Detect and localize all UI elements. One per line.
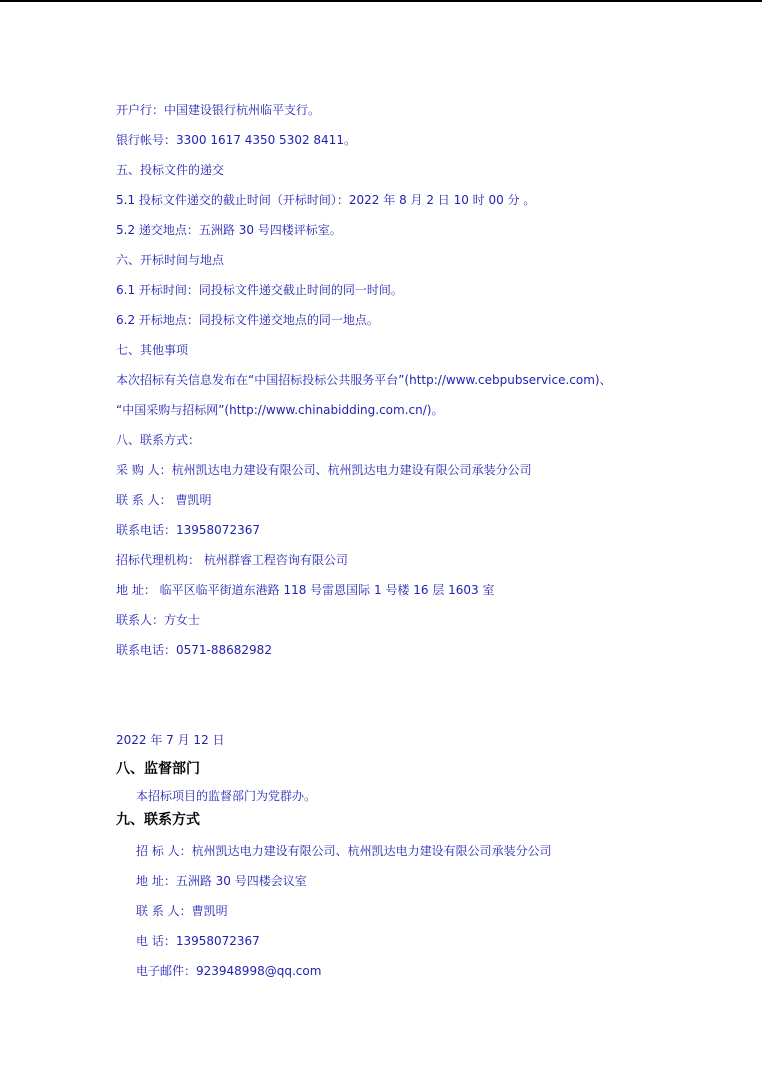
bank-line: 开户行：中国建设银行杭州临平支行。 [116, 103, 321, 117]
address-line: 地 址： 临平区临平街道东港路 118 号雷恩国际 1 号楼 16 层 1603 室 [116, 583, 495, 597]
agency-line: 招标代理机构： 杭州群睿工程咨询有限公司 [116, 553, 348, 567]
agency-phone-line: 联系电话：0571-88682982 [116, 643, 272, 657]
buyer-line: 采 购 人：杭州凯达电力建设有限公司、杭州凯达电力建设有限公司承装分公司 [116, 463, 532, 477]
supervision-heading: 八、监督部门 [116, 761, 200, 777]
section-6-2: 6.2 开标地点：同投标文件递交地点的同一地点。 [116, 313, 379, 327]
contact-person-line: 联 系 人： 曹凯明 [116, 493, 212, 507]
tenderer-email-line: 电子邮件：923948998@qq.com [136, 964, 322, 978]
section-5-title: 五、投标文件的递交 [116, 163, 225, 177]
tenderer-contact-line: 联 系 人：曹凯明 [136, 904, 228, 918]
top-rule [0, 0, 762, 2]
section-5-1: 5.1 投标文件递交的截止时间（开标时间）：2022 年 8 月 2 日 10 时 00 分 。 [116, 193, 536, 207]
tenderer-phone-line: 电 话：13958072367 [136, 934, 260, 948]
tenderer-line: 招 标 人：杭州凯达电力建设有限公司、杭州凯达电力建设有限公司承装分公司 [136, 844, 552, 858]
account-line: 银行帐号：3300 1617 4350 5302 8411。 [116, 133, 356, 147]
document-date: 2022 年 7 月 12 日 [116, 733, 225, 747]
agency-contact-line: 联系人：方女士 [116, 613, 201, 627]
contact-phone-line: 联系电话：13958072367 [116, 523, 260, 537]
supervision-text: 本招标项目的监督部门为党群办。 [136, 789, 317, 803]
section-8-contact-title: 八、联系方式： [116, 433, 201, 447]
section-6-title: 六、开标时间与地点 [116, 253, 225, 267]
section-7-paragraph-line-1: 本次招标有关信息发布在“中国招标投标公共服务平台”(http://www.cebpubservice.com)、 [116, 373, 612, 387]
section-7-paragraph-line-2: “中国采购与招标网”(http://www.chinabidding.com.cn/)。 [116, 403, 444, 417]
contact-section-heading: 九、联系方式 [116, 812, 200, 828]
section-7-title: 七、其他事项 [116, 343, 189, 357]
section-5-2: 5.2 递交地点：五洲路 30 号四楼评标室。 [116, 223, 342, 237]
tenderer-address-line: 地 址：五洲路 30 号四楼会议室 [136, 874, 307, 888]
section-6-1: 6.1 开标时间：同投标文件递交截止时间的同一时间。 [116, 283, 403, 297]
